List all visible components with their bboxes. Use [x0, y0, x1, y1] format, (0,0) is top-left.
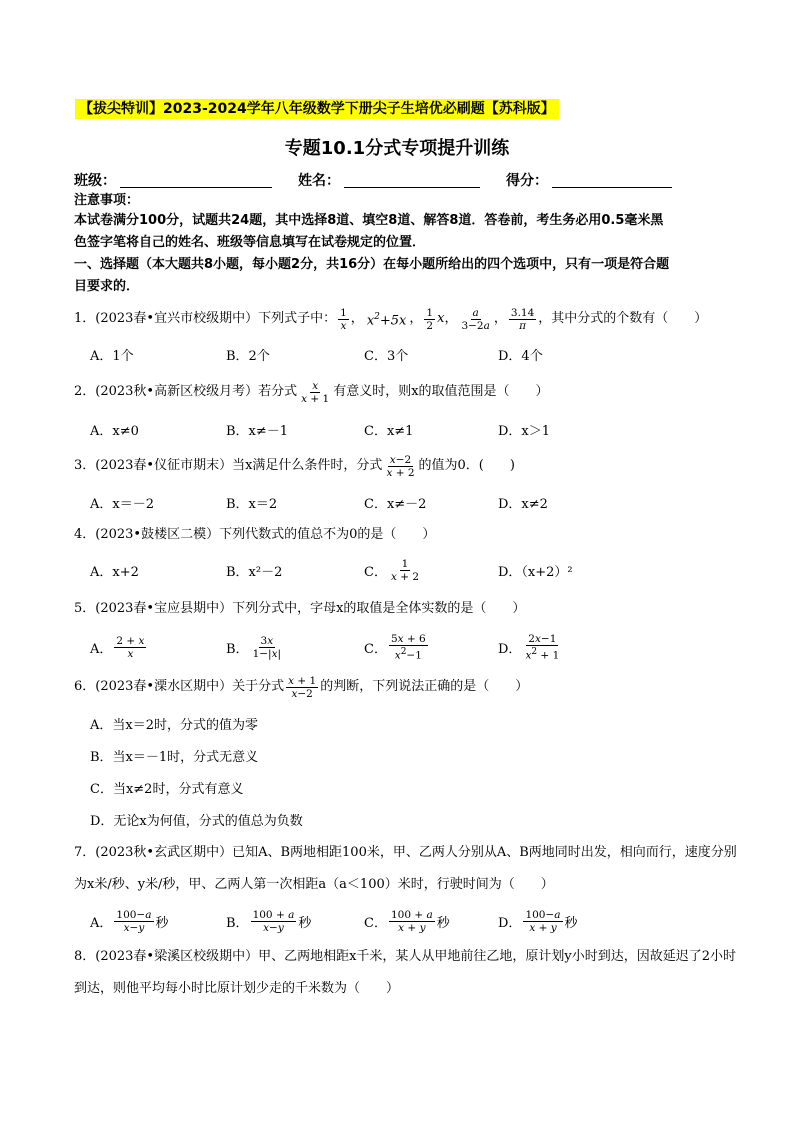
q7-option-b-unit: 秒	[298, 915, 312, 931]
question-6-lead: 6．(2023春•溧水区期中）关于分式	[74, 679, 285, 694]
fraction-2x-1-over-x2-plus-1: $\frac{2x-1}{x^2 + 1}$	[525, 632, 560, 662]
question-3-lead: 3．(2023春•仪征市期末）当x满足什么条件时，分式	[74, 458, 383, 473]
fraction-100-a-over-x-y: $\frac{100-a}{x-y}$	[116, 908, 152, 934]
question-2	[74, 378, 742, 406]
question-6-tail: 的判断，下列说法正确的是（ ）	[320, 679, 529, 694]
q7-option-a[interactable]	[90, 906, 169, 936]
notice-line-1: 本试卷满分100分，试题共24题，其中选择8道、填空8道、解答8道．答卷前，考生务必用0.5毫米黑	[74, 213, 664, 228]
q3-option-b[interactable]: B．x＝2	[226, 496, 278, 512]
question-5: 5．(2023春•宝应县期中）下列分式中，字母x的取值是全体实数的是（ ）	[74, 601, 526, 616]
question-2-lead: 2．(2023秋•高新区校级月考）若分式	[74, 384, 298, 399]
q5-option-a-label: A．	[90, 641, 113, 657]
q7-option-b[interactable]	[226, 906, 311, 936]
q3-option-c[interactable]: C．x≠－2	[364, 496, 427, 512]
fraction-1-over-x-plus-2: $\frac{1}{x + 2}$	[390, 557, 420, 583]
question-3-options	[90, 490, 730, 514]
page-title: 专题10.1分式专项提升训练	[284, 138, 510, 159]
q7-option-c-label: C．	[364, 915, 387, 931]
q4-option-c[interactable]	[364, 558, 423, 582]
q2-option-d[interactable]: D．x＞1	[498, 423, 551, 439]
series-banner: 【拔尖特训】2023-2024学年八年级数学下册尖子生培优必刷题【苏科版】	[75, 99, 559, 119]
name-label: 姓名：	[298, 173, 340, 189]
section-heading-2: 目要求的．	[74, 279, 140, 294]
q3-option-a[interactable]: A．x＝－2	[90, 496, 154, 512]
q7-option-b-label: B．	[226, 915, 249, 931]
q1-option-d[interactable]: D．4个	[498, 348, 543, 364]
question-2-tail: 有意义时，则x的取值范围是（ ）	[333, 384, 549, 399]
question-6	[74, 673, 742, 701]
fraction-314-over-pi: $\frac{3.14}{\pi}$	[510, 306, 535, 332]
q2-option-b[interactable]: B．x≠－1	[226, 423, 289, 439]
fraction-2-plus-x-over-x: $\frac{2 + x}{x}$	[116, 634, 145, 660]
question-5-options	[90, 632, 730, 662]
q6-option-d[interactable]: D．无论x为何值，分式的值总为负数	[90, 814, 303, 829]
question-1-lead: 1．(2023春•宜兴市校级期中）下列式子中：	[74, 311, 337, 326]
fraction-100-a-over-x-plus-y: $\frac{100-a}{x + y}$	[525, 908, 561, 934]
score-field[interactable]	[552, 187, 672, 188]
q5-option-a[interactable]	[90, 632, 148, 662]
score-label: 得分：	[506, 173, 548, 189]
question-3	[74, 452, 742, 480]
q4-option-c-label: C．	[364, 564, 387, 580]
section-heading-1: 一、选择题（本大题共8小题，每小题2分，共16分）在每小题所给出的四个选项中，只有一项是符合题	[74, 257, 670, 272]
q5-option-b[interactable]	[226, 632, 285, 662]
q4-option-d[interactable]: D．（x+2）²	[498, 564, 573, 580]
fraction-100-plus-a-over-x-plus-y: $\frac{100 + a}{x + y}$	[390, 908, 433, 934]
q4-option-b[interactable]: B．x²－2	[226, 564, 283, 580]
class-label: 班级：	[74, 173, 116, 189]
q7-option-a-unit: 秒	[155, 915, 169, 931]
question-7: 7．(2023秋•玄武区期中）已知A、B两地相距100米，甲、乙两人分别从A、B两地同时出发，相向而行，速度分别为x米/秒、y米/秒，甲、乙两人第一次相距a（a＜100）米时，行驶时间为（ ）	[74, 845, 737, 892]
name-field[interactable]	[344, 187, 480, 188]
q6-option-a[interactable]: A．当x＝2时，分式的值为零	[90, 718, 258, 733]
question-4: 4．(2023•鼓楼区二模）下列代数式的值总不为0的是（ ）	[74, 527, 436, 542]
student-info-line	[74, 170, 734, 190]
question-4-options	[90, 558, 730, 586]
question-2-options	[90, 417, 730, 441]
q7-option-c[interactable]	[364, 906, 450, 936]
question-1-options	[90, 342, 730, 366]
q5-option-c[interactable]	[364, 632, 430, 662]
class-field[interactable]	[120, 187, 272, 188]
q6-option-c[interactable]: C．当x≠2时，分式有意义	[90, 782, 244, 797]
q1-option-a[interactable]: A．1个	[90, 348, 134, 364]
fraction-5x-6-over-x2-1: $\frac{5x + 6}{x^2-1}$	[390, 632, 426, 662]
q7-option-c-unit: 秒	[436, 915, 450, 931]
q5-option-c-label: C．	[364, 641, 387, 657]
q5-option-d[interactable]	[498, 632, 563, 662]
question-3-tail: 的值为0．( )	[418, 458, 515, 473]
fraction-x-plus-1-over-x-2: $\frac{x + 1}{x-2}$	[288, 674, 317, 700]
q2-option-c[interactable]: C．x≠1	[364, 423, 414, 439]
notice-line-2: 色签字笔将自己的姓名、班级等信息填写在试卷规定的位置．	[74, 235, 426, 250]
fraction-x-2-over-x-plus-2: $\frac{x-2}{x + 2}$	[386, 453, 415, 479]
q7-option-d-unit: 秒	[564, 915, 578, 931]
fraction-half: $\frac{1}{2}$	[426, 306, 434, 332]
question-1-tail: ，其中分式的个数有（ ）	[538, 311, 708, 326]
expression-x2-5x: $x^2+5x$	[366, 311, 407, 329]
q5-option-b-label: B．	[226, 641, 249, 657]
fraction-1-over-x: $\frac{1}{x}$	[340, 306, 347, 332]
question-1: 1．(2023春•宜兴市校级期中）下列式子中： $\frac{1}{x}$ ， $x^2+5x$ ， $\frac{1}{2}$ x ， $\frac{a}{3-2a}$ ， $\frac{3.14}{\pi}$ ，其中分式的个数有（ ）	[74, 306, 708, 332]
q7-option-a-label: A．	[90, 915, 113, 931]
question-8: 8．(2023春•梁溪区校级期中）甲、乙两地相距x千米，某人从甲地前往乙地，原计划y小时到达，因故延迟了2小时到达，则他平均每小时比原计划少走的千米数为（ ）	[74, 949, 737, 996]
q3-option-d[interactable]: D．x≠2	[498, 496, 548, 512]
q1-option-b[interactable]: B．2个	[226, 348, 270, 364]
q6-option-b[interactable]: B．当x＝－1时，分式无意义	[90, 750, 259, 765]
q5-option-d-label: D．	[498, 641, 522, 657]
q7-option-d-label: D．	[498, 915, 522, 931]
q1-option-c[interactable]: C．3个	[364, 348, 409, 364]
fraction-a-over-3-2a: $\frac{a}{3-2a}$	[461, 306, 490, 332]
question-7-options	[90, 906, 730, 936]
notice-heading: 注意事项：	[74, 193, 140, 208]
q4-option-a[interactable]: A．x+2	[90, 564, 139, 580]
fraction-100-plus-a-over-x-y: $\frac{100 + a}{x-y}$	[252, 908, 295, 934]
fraction-x-over-x-plus-1: $\frac{x}{x + 1}$	[301, 379, 330, 405]
q7-option-d[interactable]	[498, 906, 578, 936]
q2-option-a[interactable]: A．x≠0	[90, 423, 139, 439]
fraction-3x-over-1-abs-x: $\frac{3x}{1-|x|}$	[252, 634, 282, 660]
